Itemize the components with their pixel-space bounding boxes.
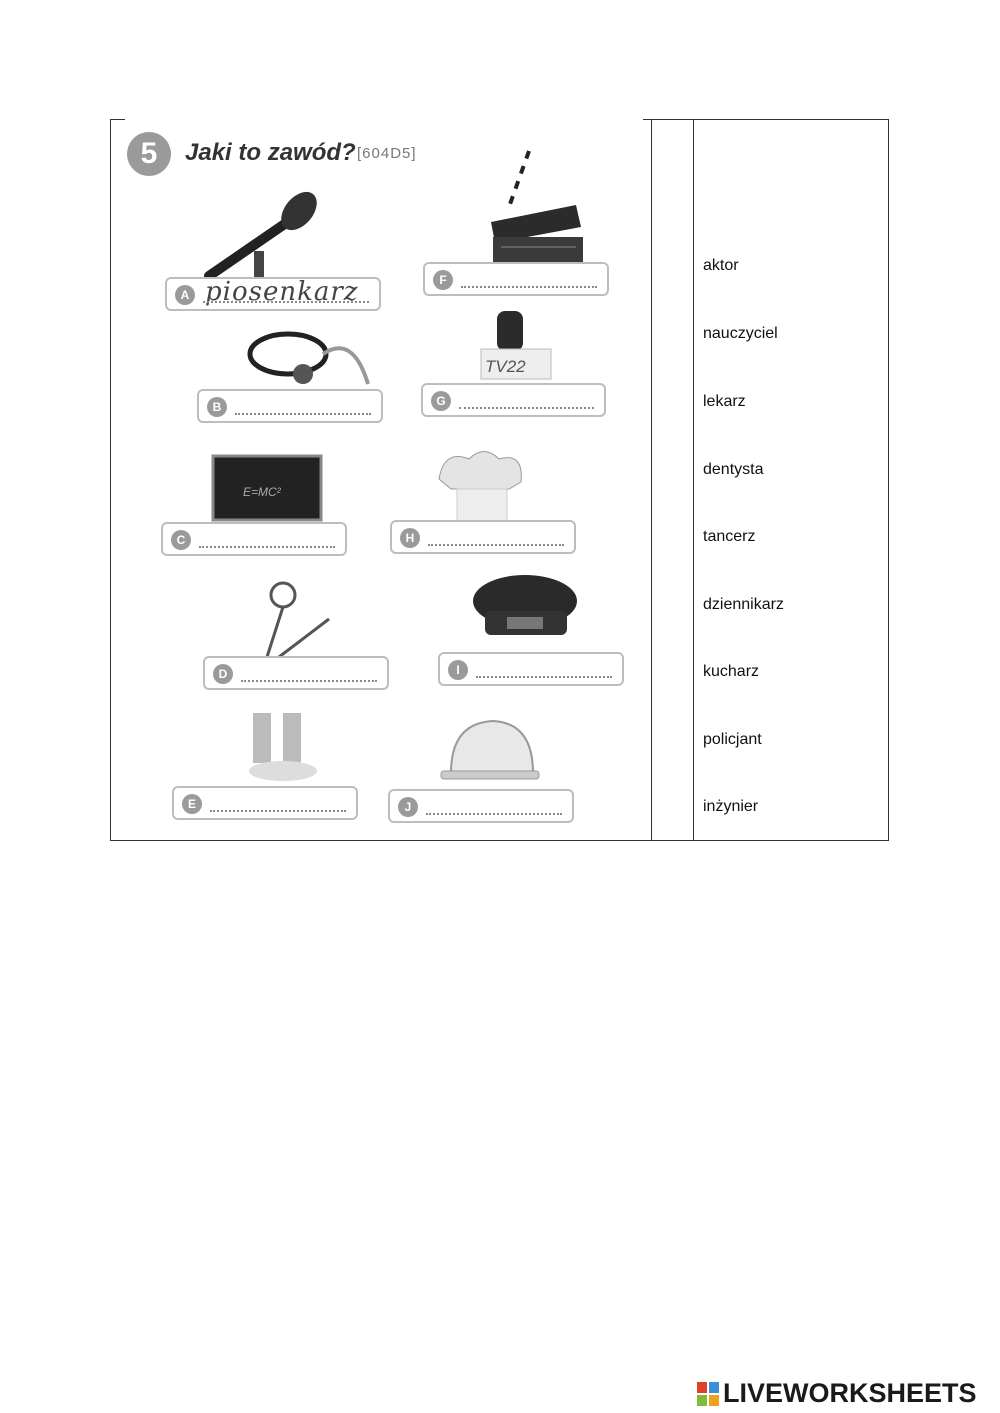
stethoscope-picture — [243, 324, 383, 394]
tv-microphone-picture — [471, 309, 561, 384]
answer-box-c[interactable] — [161, 522, 347, 556]
answer-line — [459, 407, 594, 409]
exercise-number: 5 — [127, 132, 171, 176]
worksheet-table — [110, 119, 889, 841]
exercise-cell — [110, 119, 651, 841]
answer-letter: D — [213, 664, 233, 684]
table-top-border-left — [111, 119, 125, 120]
answer-line — [203, 301, 369, 303]
answer-line — [199, 546, 335, 548]
answer-box-f[interactable] — [423, 262, 609, 296]
word-bank-item[interactable]: inżynier — [703, 798, 759, 815]
answer-line — [210, 810, 346, 812]
dental-tools-picture — [259, 579, 339, 659]
answer-line — [428, 544, 564, 546]
word-bank-item[interactable]: nauczyciel — [703, 325, 778, 342]
answer-letter: H — [400, 528, 420, 548]
exercise-code: [604D5] — [357, 145, 417, 162]
exercise-title: Jaki to zawód? — [185, 139, 356, 166]
word-bank-item[interactable]: dziennikarz — [703, 596, 784, 613]
footer-brand: LIVEWORKSHEETS — [723, 1378, 977, 1408]
board-label: E=MC² — [243, 485, 281, 499]
drop-column — [651, 119, 694, 841]
answer-line — [476, 676, 612, 678]
answer-letter: A — [175, 285, 195, 305]
chalkboard-picture — [211, 454, 323, 522]
answer-box-i[interactable] — [438, 652, 624, 686]
answer-box-d[interactable] — [203, 656, 389, 690]
answer-line — [426, 813, 562, 815]
answer-letter: B — [207, 397, 227, 417]
answer-letter: I — [448, 660, 468, 680]
answer-line — [461, 286, 597, 288]
word-bank-item[interactable]: policjant — [703, 731, 762, 748]
answer-line — [241, 680, 377, 682]
word-bank-item[interactable]: tancerz — [703, 528, 756, 545]
answer-box-j[interactable] — [388, 789, 574, 823]
answer-box-g[interactable] — [421, 383, 606, 417]
answer-text: piosenkarz — [205, 277, 359, 307]
answer-letter: J — [398, 797, 418, 817]
answer-box-h[interactable] — [390, 520, 576, 554]
word-bank-item[interactable]: kucharz — [703, 663, 760, 680]
answer-box-e[interactable] — [172, 786, 358, 820]
dancer-legs-picture — [243, 713, 323, 785]
clapperboard-picture — [481, 147, 591, 267]
answer-box-b[interactable] — [197, 389, 383, 423]
answer-letter: F — [433, 270, 453, 290]
word-bank-item[interactable]: aktor — [703, 257, 739, 274]
word-bank-item[interactable]: lekarz — [703, 393, 746, 410]
hard-hat-picture — [437, 715, 541, 787]
answer-line — [235, 413, 371, 415]
answer-box-a[interactable] — [165, 277, 381, 311]
word-bank — [694, 119, 889, 841]
police-cap-picture — [467, 571, 587, 651]
liveworksheets-logo-icon — [697, 1382, 719, 1406]
tv-label: TV22 — [485, 357, 526, 376]
chef-hat-picture — [429, 444, 529, 524]
microphone-picture — [199, 181, 319, 281]
answer-letter: G — [431, 391, 451, 411]
answer-letter: C — [171, 530, 191, 550]
answer-letter: E — [182, 794, 202, 814]
word-bank-item[interactable]: dentysta — [703, 461, 764, 478]
